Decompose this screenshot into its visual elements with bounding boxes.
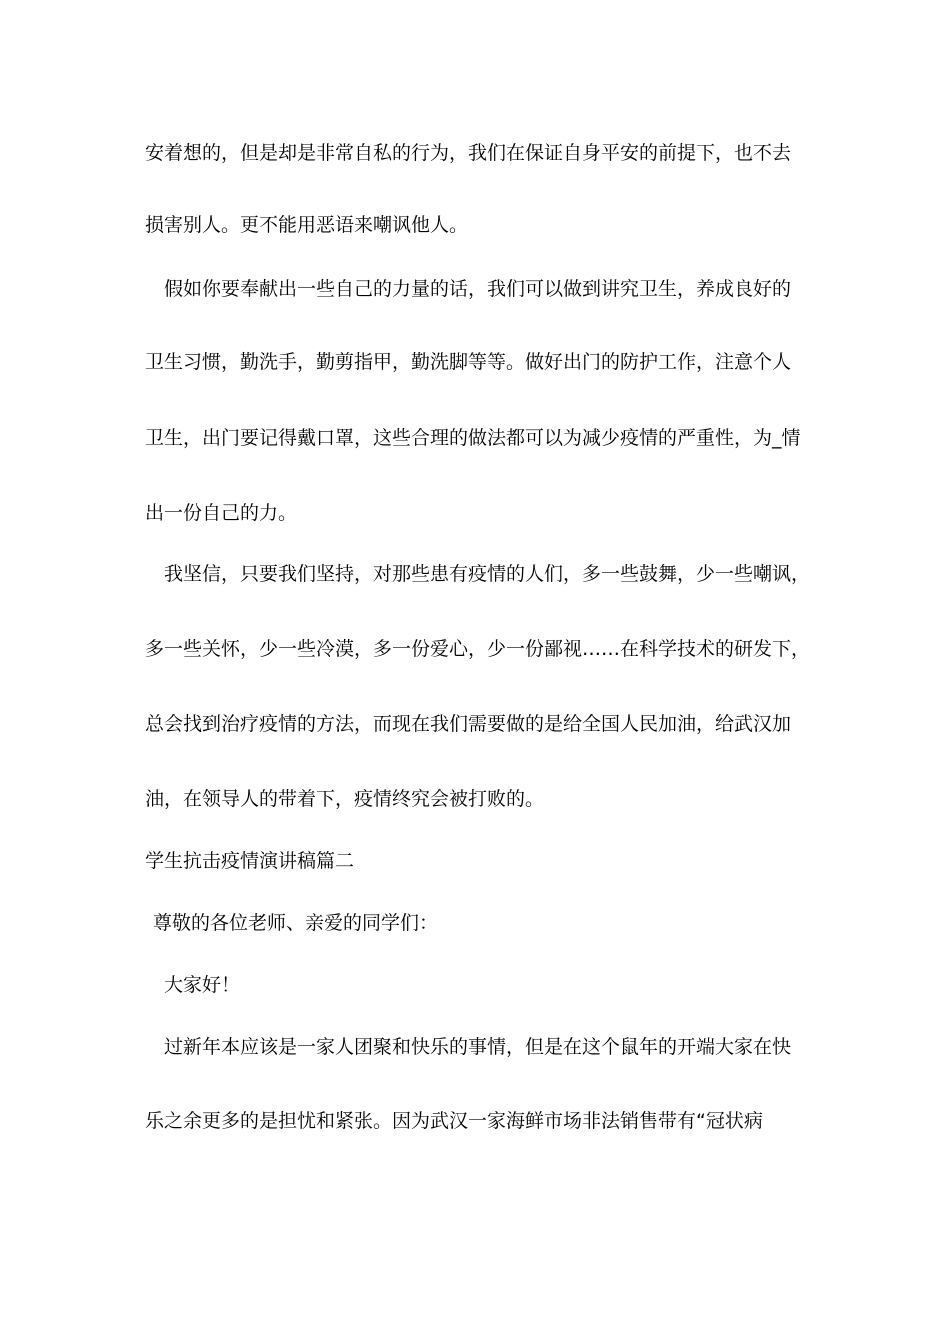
text-line: 油，在领导人的带着下，疫情终究会被打败的。 [145,788,545,810]
paragraph-start-line: 过新年本应该是一家人团聚和快乐的事情，但是在这个鼠年的开端大家在快 [164,1036,792,1058]
paragraph-start-line: 我坚信，只要我们坚持，对那些患有疫情的人们，多一些鼓舞，少一些嘲讽， [164,563,811,585]
text-line: 卫生，出门要记得戴口罩，这些合理的做法都可以为减少疫情的严重性，为_情 [145,427,801,449]
paragraph-start-line: 假如你要奉献出一些自己的力量的话，我们可以做到讲究卫生，养成良好的 [164,278,792,300]
text-line: 出一份自己的力。 [145,502,298,524]
text-line: 乐之余更多的是担忧和紧张。因为武汉一家海鲜市场非法销售带有“冠状病 [145,1110,763,1132]
text-line: 总会找到治疗疫情的方法，而现在我们需要做的是给全国人民加油，给武汉加 [145,713,792,735]
text-line: 安着想的，但是却是非常自私的行为，我们在保证自身平安的前提下，也不去 [145,142,792,164]
salutation-line: 尊敬的各位老师、亲爱的同学们： [153,912,439,934]
text-line: 损害别人。更不能用恶语来嘲讽他人。 [145,214,469,236]
text-line: 多一些关怀，少一些冷漠，多一份爱心，少一份鄙视……在科学技术的研发下， [145,638,811,660]
section-heading: 学生抗击疫情演讲稿篇二 [145,850,355,872]
greeting-line: 大家好！ [164,974,241,996]
text-line: 卫生习惯，勤洗手，勤剪指甲，勤洗脚等等。做好出门的防护工作，注意个人 [145,351,792,373]
